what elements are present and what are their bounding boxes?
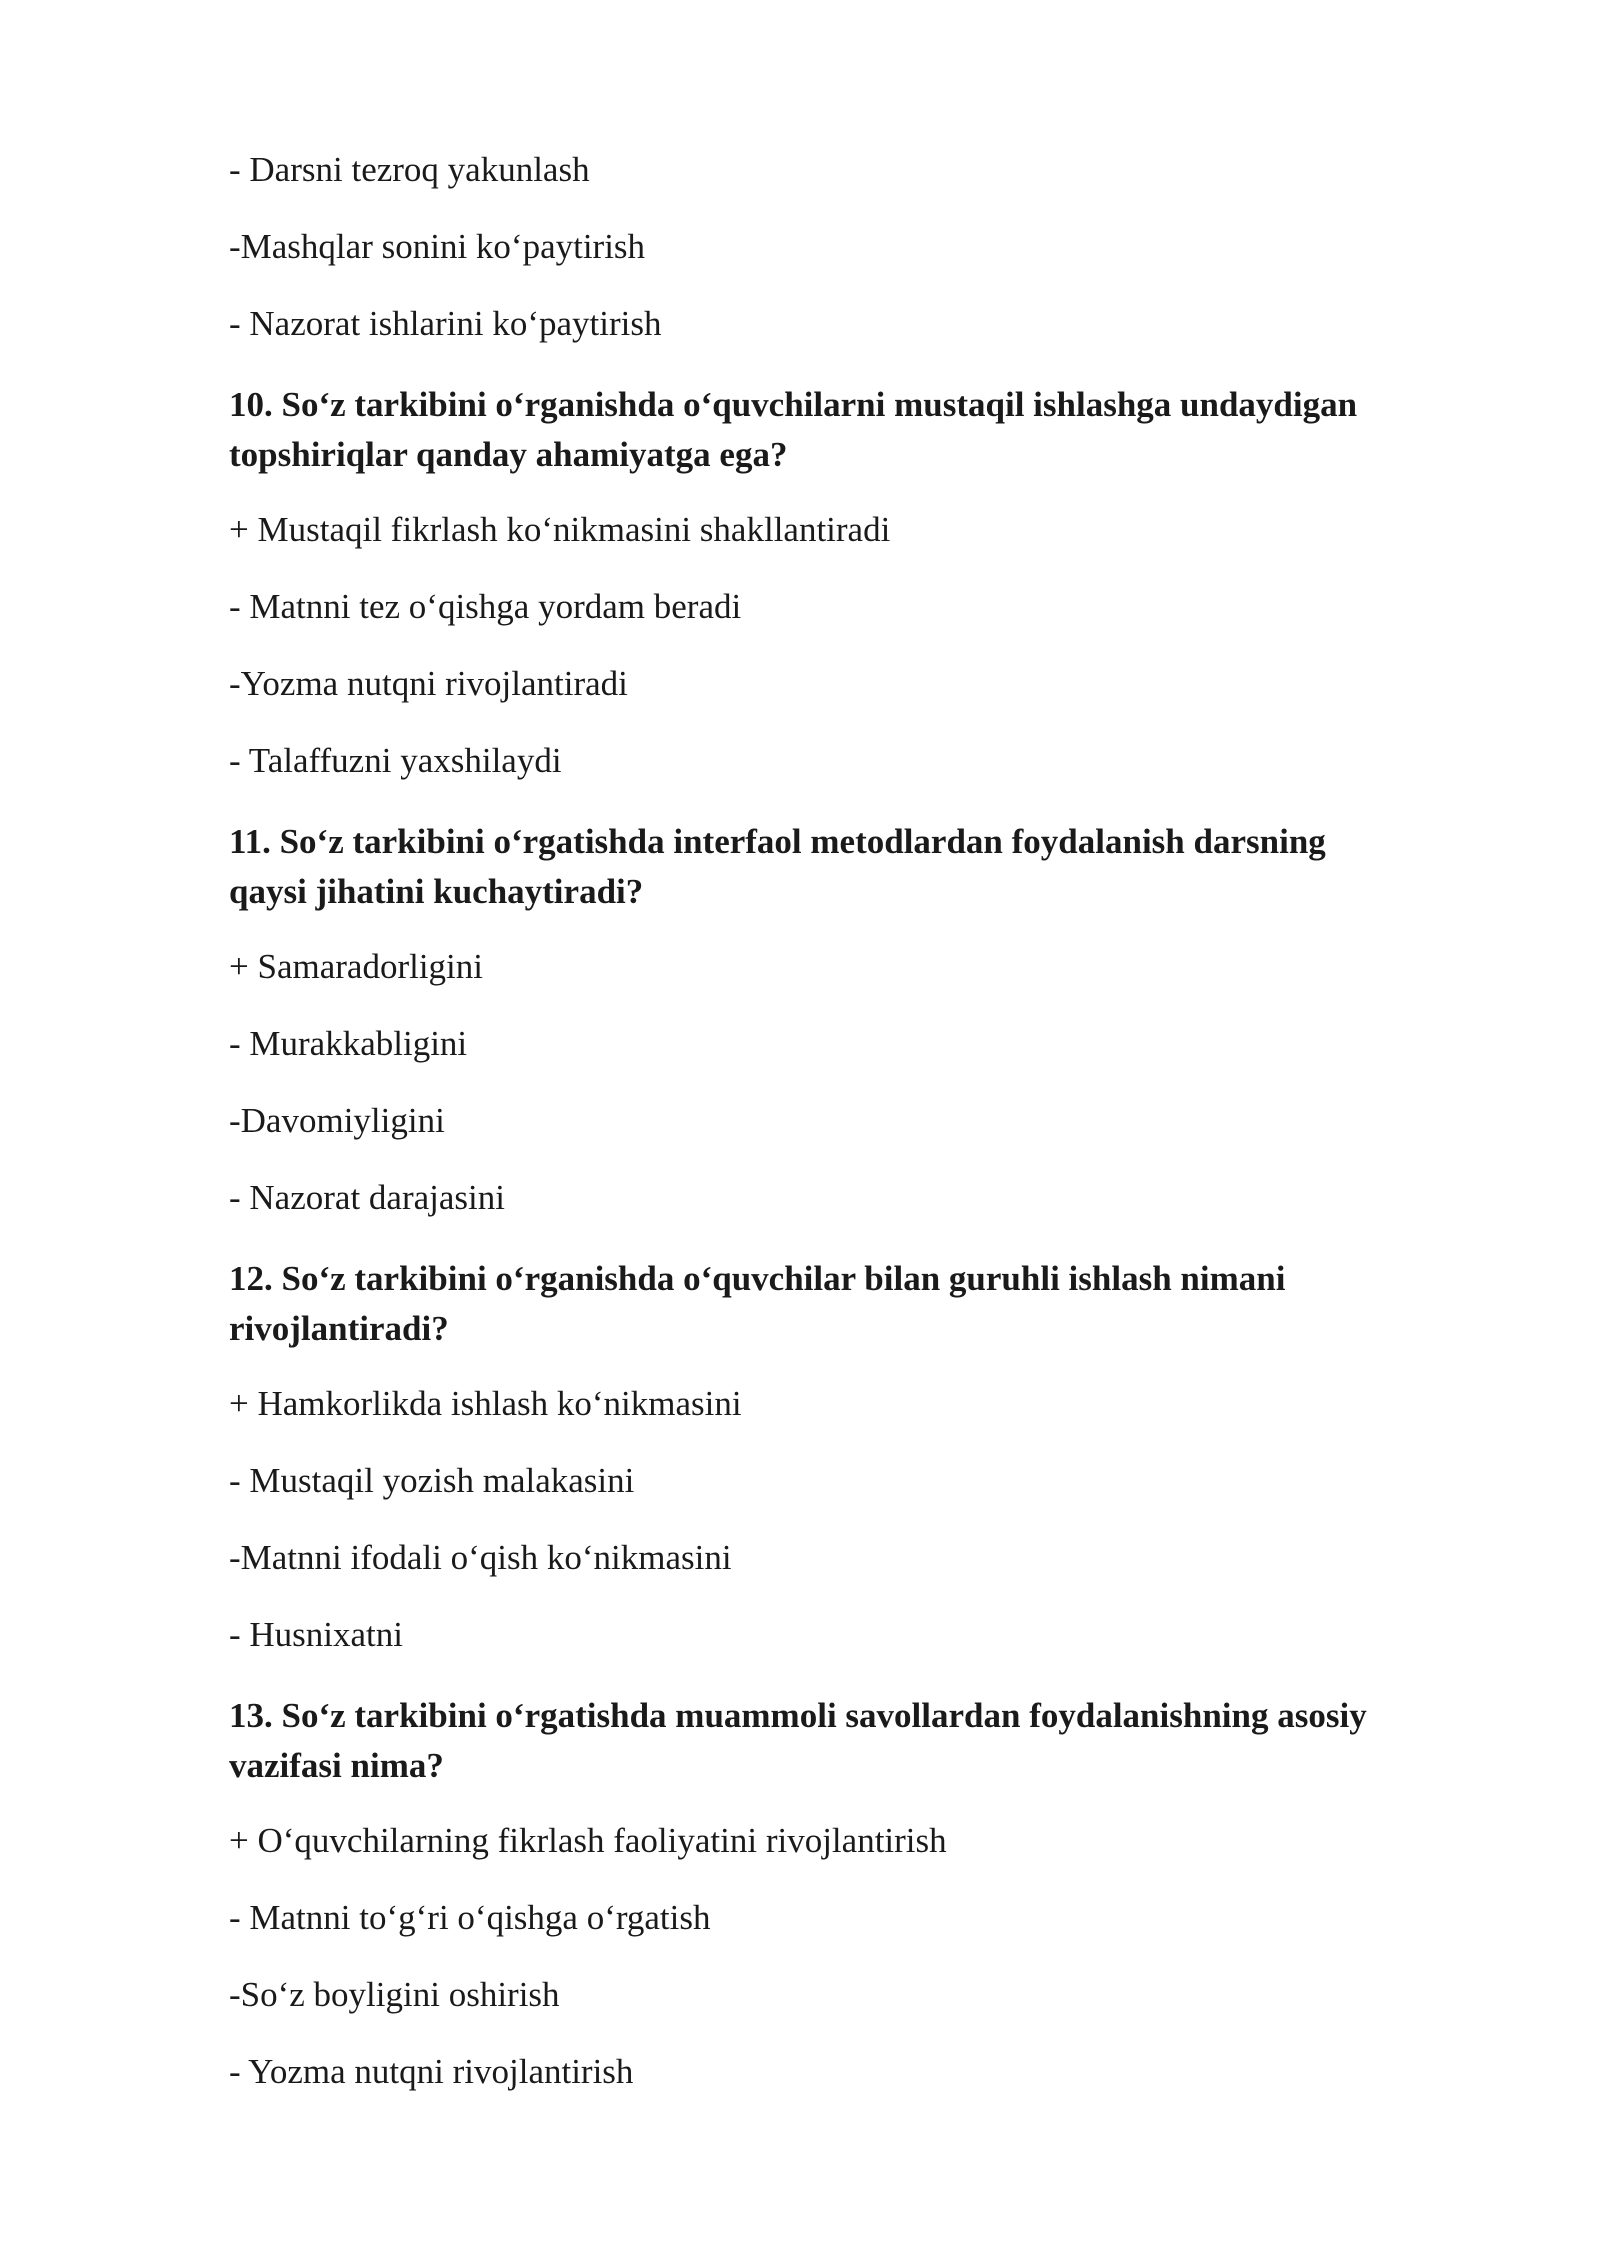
answer-option: - Mustaqil yozish malakasini bbox=[229, 1461, 635, 1500]
question-13-line-2: vazifasi nima? bbox=[229, 1746, 444, 1785]
answer-option: - Matnni toʻgʻri oʻqishga oʻrgatish bbox=[229, 1898, 711, 1937]
question-11 bbox=[229, 817, 1489, 947]
answer-option: - Talaffuzni yaxshilaydi bbox=[229, 741, 562, 780]
question-10 bbox=[229, 380, 1489, 510]
answer-option: -Mashqlar sonini koʻpaytirish bbox=[229, 227, 646, 266]
question-13-line-1: 13. Soʻz tarkibini oʻrgatishda muammoli savollardan foydalanishning asosiy bbox=[229, 1696, 1367, 1735]
answer-option: - Nazorat darajasini bbox=[229, 1178, 505, 1217]
question-11-line-1: 11. Soʻz tarkibini oʻrgatishda interfaol metodlardan foydalanish darsning bbox=[229, 822, 1326, 861]
document-page bbox=[229, 150, 1489, 2129]
question-11-line-2: qaysi jihatini kuchaytiradi? bbox=[229, 872, 644, 911]
question-12-line-1: 12. Soʻz tarkibini oʻrganishda oʻquvchilar bilan guruhli ishlash nimani bbox=[229, 1259, 1286, 1298]
answer-option: -Soʻz boyligini oshirish bbox=[229, 1975, 560, 2014]
answer-option: - Murakkabligini bbox=[229, 1024, 468, 1063]
answer-option: - Nazorat ishlarini koʻpaytirish bbox=[229, 304, 662, 343]
answer-option: - Husnixatni bbox=[229, 1615, 404, 1654]
answer-option-correct: + Samaradorligini bbox=[229, 947, 483, 986]
answer-option: - Darsni tezroq yakunlash bbox=[229, 150, 590, 189]
answer-option: - Matnni tez oʻqishga yordam beradi bbox=[229, 587, 742, 626]
answer-option-correct: + Hamkorlikda ishlash koʻnikmasini bbox=[229, 1384, 742, 1423]
question-10-line-1: 10. Soʻz tarkibini oʻrganishda oʻquvchilarni mustaqil ishlashga undaydigan bbox=[229, 385, 1358, 424]
answer-option-correct: + Oʻquvchilarning fikrlash faoliyatini rivojlantirish bbox=[229, 1821, 947, 1860]
answer-option: -Davomiyligini bbox=[229, 1101, 445, 1140]
answer-option: -Yozma nutqni rivojlantiradi bbox=[229, 664, 628, 703]
answer-option-correct: + Mustaqil fikrlash koʻnikmasini shakllantiradi bbox=[229, 510, 891, 549]
question-12-line-2: rivojlantiradi? bbox=[229, 1309, 449, 1348]
answer-option: - Yozma nutqni rivojlantirish bbox=[229, 2052, 634, 2091]
answer-option: -Matnni ifodali oʻqish koʻnikmasini bbox=[229, 1538, 732, 1577]
question-13 bbox=[229, 1691, 1489, 1821]
question-10-line-2: topshiriqlar qanday ahamiyatga ega? bbox=[229, 435, 788, 474]
question-12 bbox=[229, 1254, 1489, 1384]
